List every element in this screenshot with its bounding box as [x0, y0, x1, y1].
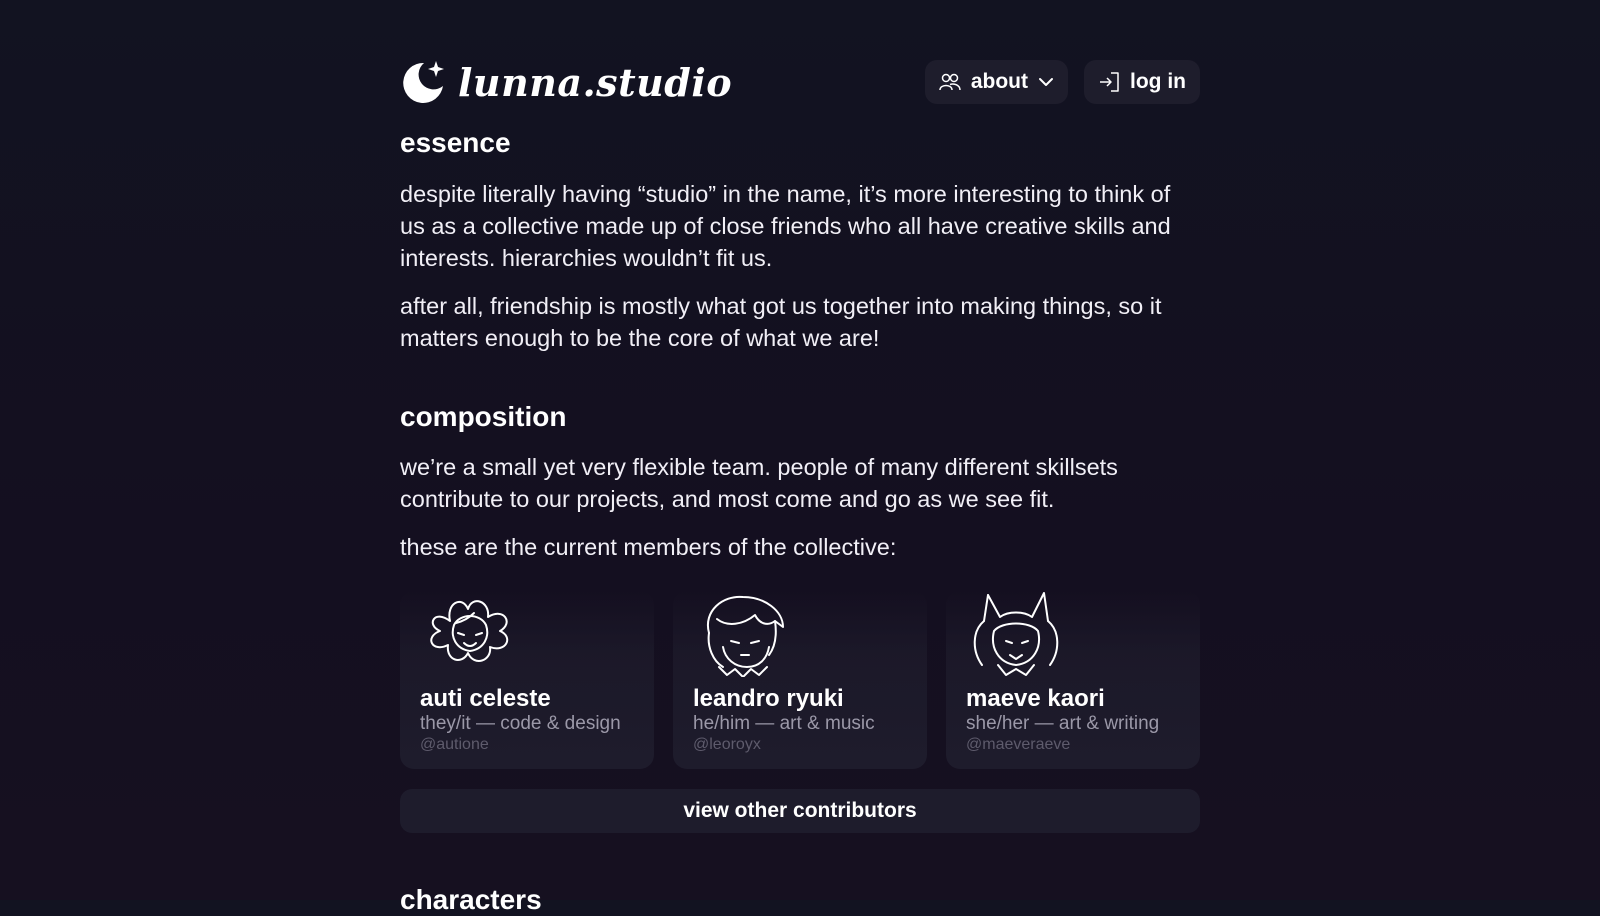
member-name: leandro ryuki: [693, 685, 844, 712]
member-role: he/him — art & music: [693, 713, 875, 734]
member-name: auti celeste: [420, 685, 551, 712]
member-card[interactable]: [946, 591, 1200, 769]
site-header: [400, 58, 1200, 106]
member-avatar-icon: [420, 591, 520, 677]
about-label: about: [970, 70, 1028, 93]
chevron-down-icon: [1038, 77, 1054, 87]
moon-star-icon: [400, 59, 446, 105]
member-card[interactable]: [400, 591, 654, 769]
login-button[interactable]: [1084, 60, 1200, 104]
essence-paragraph-1: despite literally having “studio” in the name, it’s more interesting to think of us as a collective made up of close friends who all have creative skills and interests. hierarchies wouldn’t fit us.: [400, 181, 1171, 271]
composition-heading: composition: [400, 401, 567, 432]
login-icon: [1098, 71, 1120, 93]
member-role: they/it — code & design: [420, 713, 621, 734]
composition-paragraph-2: these are the current members of the collective:: [400, 534, 897, 560]
view-other-contributors-button[interactable]: view other contributors: [400, 789, 1200, 833]
essence-heading: essence: [400, 127, 511, 158]
member-handle[interactable]: @maeveraeve: [966, 736, 1071, 753]
member-role: she/her — art & writing: [966, 713, 1160, 734]
about-menu-button[interactable]: [925, 60, 1068, 104]
characters-heading: characters: [400, 884, 542, 915]
member-card[interactable]: [673, 591, 927, 769]
essence-paragraph-2: after all, friendship is mostly what got us together into making things, so it matters enough to be the core of what we are!: [400, 293, 1162, 351]
composition-paragraph-1: we’re a small yet very flexible team. people of many different skillsets contribute to our projects, and most come and go as we see fit.: [400, 454, 1118, 512]
logo-wordmark: lunna.studio: [458, 59, 733, 105]
login-label: log in: [1130, 70, 1186, 93]
member-avatar-icon: [693, 591, 793, 677]
header-nav: [925, 60, 1200, 104]
site-logo[interactable]: [400, 58, 732, 106]
member-handle[interactable]: @leoroyx: [693, 736, 761, 753]
member-list: [400, 591, 1200, 769]
member-name: maeve kaori: [966, 685, 1105, 712]
member-handle[interactable]: @autione: [420, 736, 489, 753]
people-icon: [939, 72, 961, 92]
member-avatar-icon: [966, 591, 1066, 677]
